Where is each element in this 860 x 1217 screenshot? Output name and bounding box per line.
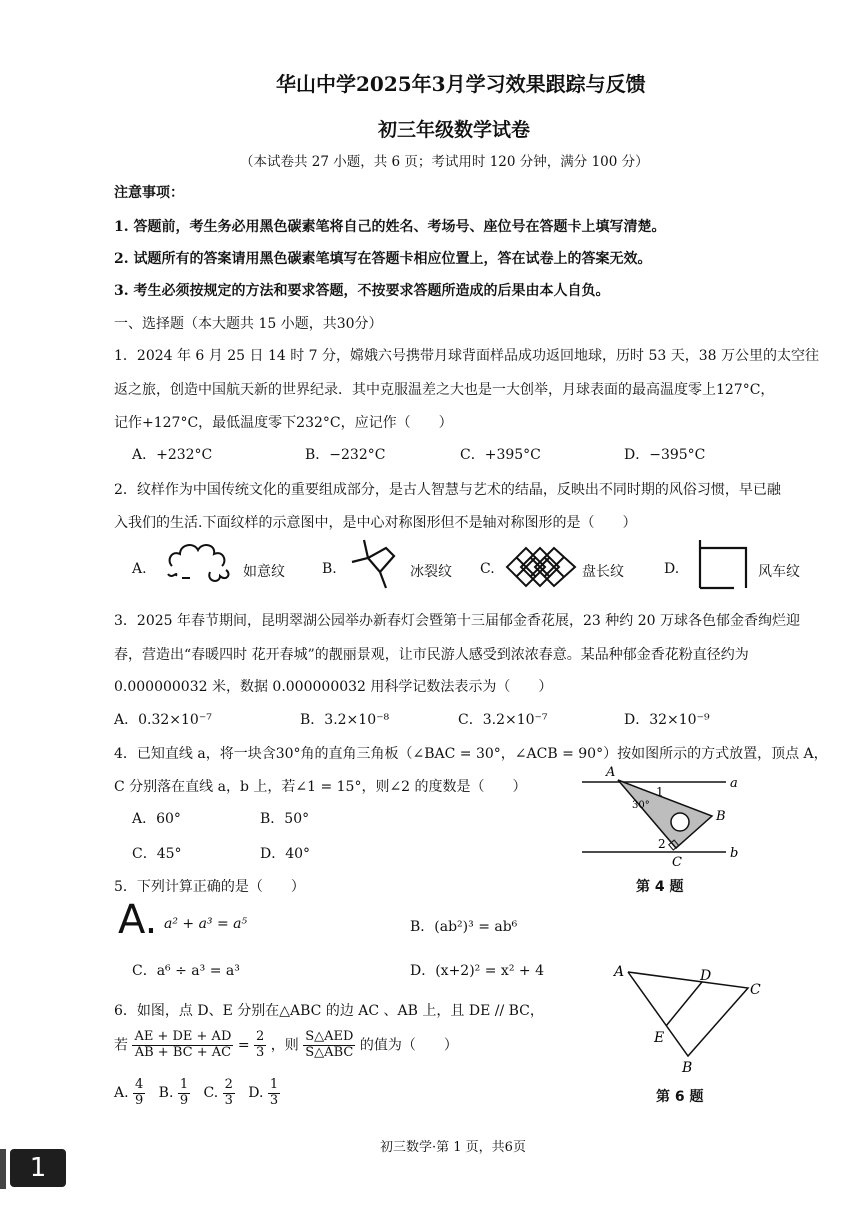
q1-option-b: B．−232°C — [305, 447, 386, 463]
page-footer: 初三数学·第 1 页，共6页 — [380, 1140, 526, 1155]
windmill-pattern-icon — [690, 536, 750, 592]
fig6-label: E — [654, 1030, 665, 1046]
question-3-line: 3．2025 年春节期间，昆明翠湖公园举办新春灯会暨第十三届郁金香花展，23 种约 20 万球各色郁金香绚烂迎 — [114, 613, 800, 629]
q6-figure-caption: 第 6 题 — [656, 1089, 704, 1105]
q5-option-a: a² + a³ = a⁵ — [164, 916, 248, 932]
q4-figure — [578, 760, 754, 872]
q2-option-c-label: 盘长纹 — [582, 564, 624, 580]
question-3-line: 0.000000032 米，数据 0.000000032 用科学记数法表示为（ ） — [114, 679, 553, 695]
question-6-condition — [114, 1030, 458, 1061]
viewer-edge-bar — [0, 1149, 6, 1189]
q4-option-a: A．60° — [132, 811, 181, 827]
q6-fraction-ratio: $\frac{AE + DE + AD}{AB + BC + AC}$ — [134, 1029, 232, 1060]
q2-option-d-label: 风车纹 — [758, 564, 800, 580]
q5-option-c: C．a⁶ ÷ a³ = a³ — [132, 963, 240, 979]
note-item: 3. 考生必须按规定的方法和要求答题，不按要求答题所造成的后果由本人自负。 — [114, 283, 610, 299]
endless-knot-pattern-icon — [505, 546, 577, 588]
q2-option-d-letter: D. — [664, 561, 680, 577]
question-5-line: 5．下列计算正确的是（ ） — [114, 879, 305, 895]
q4-option-c: C．45° — [132, 846, 182, 862]
q1-option-a: A．+232°C — [132, 447, 213, 463]
fig4-label: a — [730, 776, 738, 791]
question-1-line: 记作+127°C，最低温度零下232°C，应记作（ ） — [114, 415, 453, 431]
exam-info: （本试卷共 27 小题，共 6 页；考试用时 120 分钟，满分 100 分） — [240, 154, 649, 170]
ruyi-pattern-icon — [162, 540, 238, 586]
question-6-line: 6．如图，点 D、E 分别在△ABC 的边 AC 、AB 上，且 DE // BC， — [114, 1003, 544, 1019]
question-2-line: 入我们的生活.下面纹样的示意图中，是中心对称图形但不是轴对称图形的是（ ） — [114, 515, 637, 531]
page-number-badge[interactable]: 1 — [10, 1149, 66, 1187]
q4-option-d: D．40° — [260, 846, 311, 862]
q6-tail-text: 的值为（ ） — [359, 1037, 458, 1054]
q5-option-b: B．(ab²)³ = ab⁶ — [410, 919, 518, 935]
q6-figure — [610, 962, 770, 1078]
question-1-line: 1．2024 年 6 月 25 日 14 时 7 分，嫦娥六号携带月球背面样品成功返回地球，历时 53 天，38 万公里的太空往 — [114, 348, 820, 364]
q6-option-a: A. $\frac{4}{9}$ — [114, 1077, 144, 1108]
note-item: 1. 答题前，考生务必用黑色碳素笔将自己的姓名、考场号、座位号在答题卡上填写清楚。 — [114, 219, 666, 235]
q6-fraction-area: $\frac{\text{S△AED}}{\text{S△ABC}}$ — [305, 1029, 354, 1060]
question-3-line: 春，营造出“春暖四时 花开春城”的靓丽景观，让市民游人感受到浓浓春意。某品种郁金香花粉直径约为 — [114, 647, 749, 663]
q6-equals: = — [237, 1037, 255, 1054]
section-heading: 一、选择题（本大题共 15 小题，共30分） — [114, 316, 383, 332]
q6-option-b: B. $\frac{1}{9}$ — [158, 1077, 189, 1108]
question-4-line: C 分别落在直线 a，b 上，若∠1 = 15°，则∠2 的度数是（ ） — [114, 779, 527, 795]
fig4-label: 30° — [632, 800, 650, 811]
fig4-label: A — [606, 765, 616, 780]
fig6-label: C — [750, 982, 761, 998]
q6-option-d: D. $\frac{1}{3}$ — [248, 1077, 279, 1108]
exam-subtitle: 初三年级数学试卷 — [378, 119, 531, 141]
q2-option-c-letter: C. — [480, 561, 495, 577]
q3-option-c: C．3.2×10⁻⁷ — [458, 712, 548, 728]
q1-option-d: D．−395°C — [624, 447, 706, 463]
q6-then-text: ，则 — [270, 1037, 299, 1054]
q2-option-b-label: 冰裂纹 — [410, 564, 452, 580]
exam-title: 华山中学2025年3月学习效果跟踪与反馈 — [276, 72, 646, 96]
q5-option-d: D．(x+2)² = x² + 4 — [410, 963, 544, 979]
fig4-label: 2 — [658, 837, 666, 851]
question-2-line: 2．纹样作为中国传统文化的重要组成部分，是古人智慧与艺术的结晶，反映出不同时期的风俗习惯，早已融 — [114, 482, 781, 498]
fig4-label: 1 — [656, 785, 664, 799]
question-1-line: 返之旅，创造中国航天新的世界纪录．其中克服温差之大也是一大创举，月球表面的最高温度零上127°C， — [114, 382, 775, 398]
q6-options — [114, 1078, 280, 1109]
q1-option-c: C．+395°C — [460, 447, 541, 463]
q5-handwritten-mark: A. — [118, 897, 158, 943]
q2-option-a-letter: A. — [132, 561, 147, 577]
fig6-label: D — [700, 968, 712, 984]
q6-if-text: 若 — [114, 1037, 128, 1054]
q4-figure-caption: 第 4 题 — [636, 879, 684, 895]
note-item: 2. 试题所有的答案请用黑色碳素笔填写在答题卡相应位置上，答在试卷上的答案无效。 — [114, 251, 652, 267]
q6-fraction-value: $\frac{2}{3}$ — [256, 1029, 265, 1060]
q3-option-d: D．32×10⁻⁹ — [624, 712, 710, 728]
q3-option-a: A．0.32×10⁻⁷ — [114, 712, 212, 728]
notes-heading: 注意事项： — [114, 185, 184, 201]
fig4-label: B — [716, 809, 726, 824]
fig4-label: C — [672, 855, 682, 870]
fig6-label: B — [682, 1060, 693, 1076]
q4-option-b: B．50° — [260, 811, 310, 827]
q6-option-c: C. $\frac{2}{3}$ — [203, 1077, 233, 1108]
question-4-line: 4．已知直线 a，将一块含30°角的直角三角板（∠BAC = 30°，∠ACB = 90°）按如图所示的方式放置，顶点 A， — [114, 746, 828, 762]
q3-option-b: B．3.2×10⁻⁸ — [300, 712, 390, 728]
fig6-label: A — [614, 964, 625, 980]
fig4-label: b — [730, 846, 739, 861]
ice-crack-pattern-icon — [346, 538, 406, 592]
q2-option-a-label: 如意纹 — [243, 564, 285, 580]
q2-option-b-letter: B. — [322, 561, 337, 577]
